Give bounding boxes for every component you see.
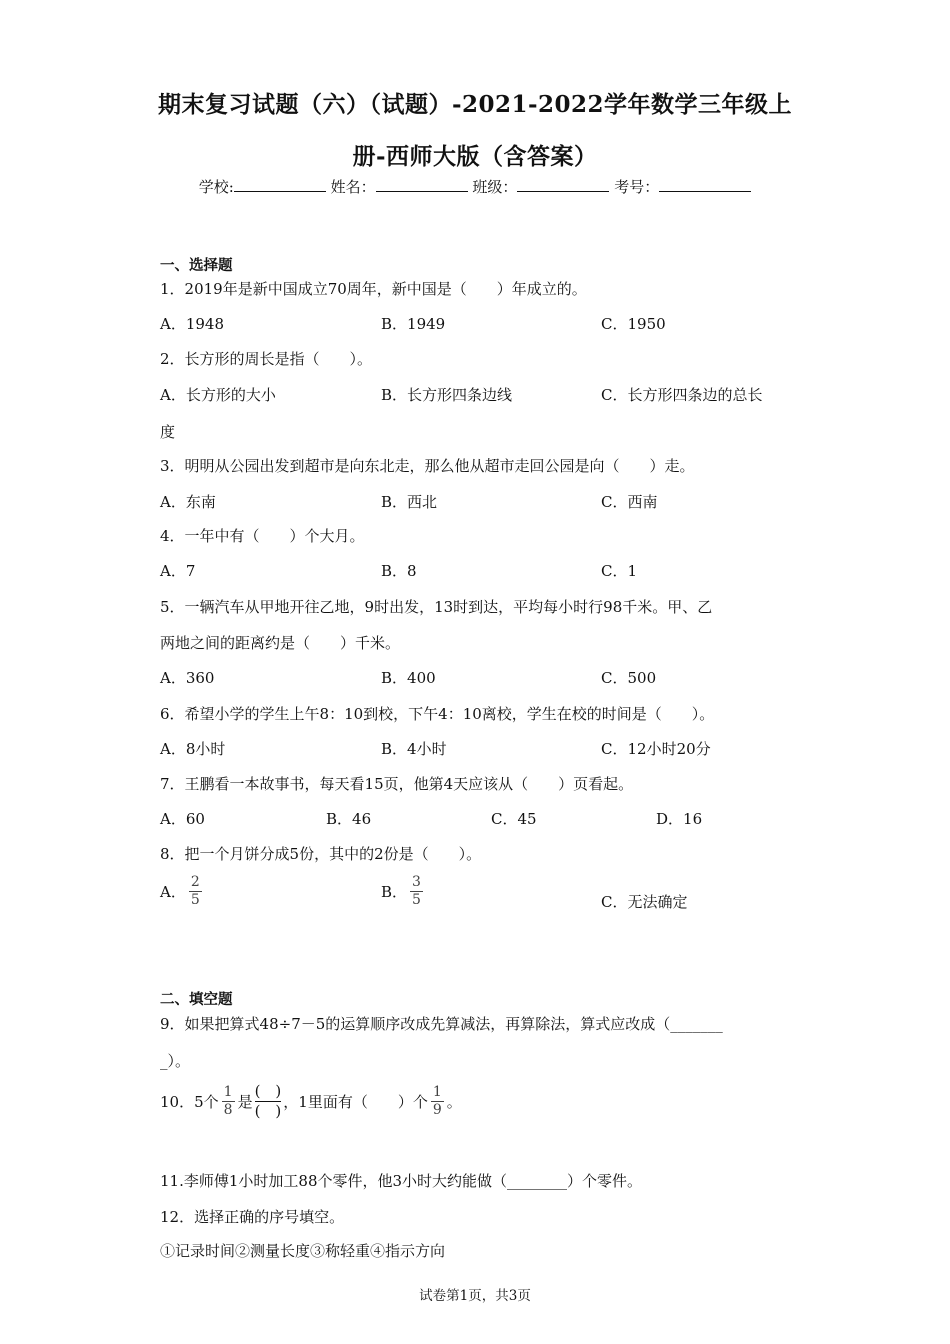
- q10-text-part4: 。: [446, 1093, 462, 1111]
- q7-option-d: D．16: [656, 810, 703, 828]
- q7-option-c: C．45: [491, 810, 537, 828]
- q5-option-c: C．500: [601, 669, 657, 687]
- fraction-one-eighth: [222, 1084, 235, 1119]
- question-2: 2．长方形的周长是指（ ）。: [160, 350, 373, 368]
- q8-option-a-label: A．: [160, 883, 186, 901]
- q8-option-a: [160, 874, 205, 909]
- question-11: 11.李师傅1小时加工88个零件，他3小时大约能做（________）个零件。: [160, 1172, 643, 1190]
- q5-option-a: A．360: [160, 669, 215, 687]
- fraction-numerator: 3: [412, 874, 421, 890]
- section-heading-choice: 一、选择题: [160, 257, 233, 274]
- exam-number-blank[interactable]: [659, 177, 751, 192]
- student-info-line: [0, 176, 950, 197]
- fraction-three-fifths: [410, 874, 423, 909]
- q8-option-b-label: B．: [381, 883, 408, 901]
- page-title-line1: 期末复习试题（六）（试题）-2021-2022学年数学三年级上: [157, 91, 793, 118]
- q1-option-a: A．1948: [160, 315, 225, 333]
- fraction-denominator: 8: [223, 1102, 233, 1118]
- question-1: 1．2019年是新中国成立70周年，新中国是（ ）年成立的。: [160, 280, 587, 298]
- q7-option-b: B．46: [326, 810, 372, 828]
- q5-option-b: B．400: [381, 669, 436, 687]
- blank-numerator: ( ): [254, 1082, 282, 1100]
- page-title-line2: 册-西师大版（含答案）: [352, 143, 598, 170]
- q8-option-b: [381, 874, 426, 909]
- q1-option-c: C．1950: [601, 315, 666, 333]
- blank-denominator: ( ): [254, 1102, 282, 1120]
- q3-option-c: C．西南: [601, 493, 658, 511]
- fraction-two-fifths: [189, 874, 202, 909]
- fraction-numerator: 2: [190, 874, 200, 890]
- school-blank[interactable]: [234, 177, 326, 192]
- q6-option-b: B．4小时: [381, 740, 447, 758]
- q8-option-c: C．无法确定: [601, 893, 688, 911]
- exam-number-label: 考号：: [614, 178, 660, 196]
- q6-option-a: A．8小时: [160, 740, 226, 758]
- q2-option-c: C．长方形四条边的总长: [601, 386, 763, 404]
- question-3: 3．明明从公园出发到超市是向东北走，那么他从超市走回公园是向（ ）走。: [160, 457, 695, 475]
- fraction-denominator: 5: [412, 892, 421, 908]
- q10-text-part3: ，1里面有（ ）个: [283, 1093, 428, 1111]
- question-9-continued: _）。: [160, 1052, 191, 1070]
- q2-option-c-continued: 度: [160, 423, 176, 441]
- q4-option-c: C．1: [601, 562, 638, 580]
- class-label: 班级：: [472, 178, 518, 196]
- name-label: 姓名：: [330, 178, 376, 196]
- question-5: 5．一辆汽车从甲地开往乙地，9时出发，13时到达，平均每小时行98千米。甲、乙: [160, 598, 713, 616]
- q4-option-b: B．8: [381, 562, 417, 580]
- question-5-continued: 两地之间的距离约是（ ）千米。: [160, 634, 401, 652]
- question-8: 8．把一个月饼分成5份，其中的2份是（ ）。: [160, 845, 482, 863]
- q7-option-a: A．60: [160, 810, 205, 828]
- fraction-one-ninth: [431, 1084, 444, 1119]
- blank-fraction[interactable]: [255, 1082, 282, 1121]
- question-10: [160, 1082, 462, 1121]
- q1-option-b: B．1949: [381, 315, 446, 333]
- q10-text-part2: 是: [237, 1093, 253, 1111]
- q3-option-b: B．西北: [381, 493, 438, 511]
- question-12: 12．选择正确的序号填空。: [160, 1208, 345, 1226]
- fraction-denominator: 5: [190, 892, 200, 908]
- question-6: 6．希望小学的学生上午8：10到校，下午4：10离校，学生在校的时间是（ ）。: [160, 705, 715, 723]
- q10-text-part1: 10．5个: [160, 1093, 219, 1111]
- fraction-numerator: 1: [223, 1084, 233, 1100]
- page-footer: 试卷第1页，共3页: [419, 1288, 531, 1304]
- name-blank[interactable]: [376, 177, 468, 192]
- question-7: 7．王鹏看一本故事书，每天看15页，他第4天应该从（ ）页看起。: [160, 775, 634, 793]
- question-4: 4．一年中有（ ）个大月。: [160, 527, 365, 545]
- q4-option-a: A．7: [160, 562, 196, 580]
- q2-option-b: B．长方形四条边线: [381, 386, 513, 404]
- section-heading-fill-in: 二、填空题: [160, 991, 233, 1008]
- fraction-denominator: 9: [432, 1102, 442, 1118]
- fraction-numerator: 1: [432, 1084, 442, 1100]
- question-9: 9．如果把算式48÷7－5的运算顺序改成先算减法，再算除法，算式应改成（_______: [160, 1015, 723, 1033]
- q6-option-c: C．12小时20分: [601, 740, 711, 758]
- class-blank[interactable]: [517, 177, 609, 192]
- q3-option-a: A．东南: [160, 493, 216, 511]
- school-label: 学校:: [198, 178, 234, 196]
- question-12-options: ①记录时间②测量长度③称轻重④指示方向: [160, 1242, 446, 1260]
- q2-option-a: A．长方形的大小: [160, 386, 276, 404]
